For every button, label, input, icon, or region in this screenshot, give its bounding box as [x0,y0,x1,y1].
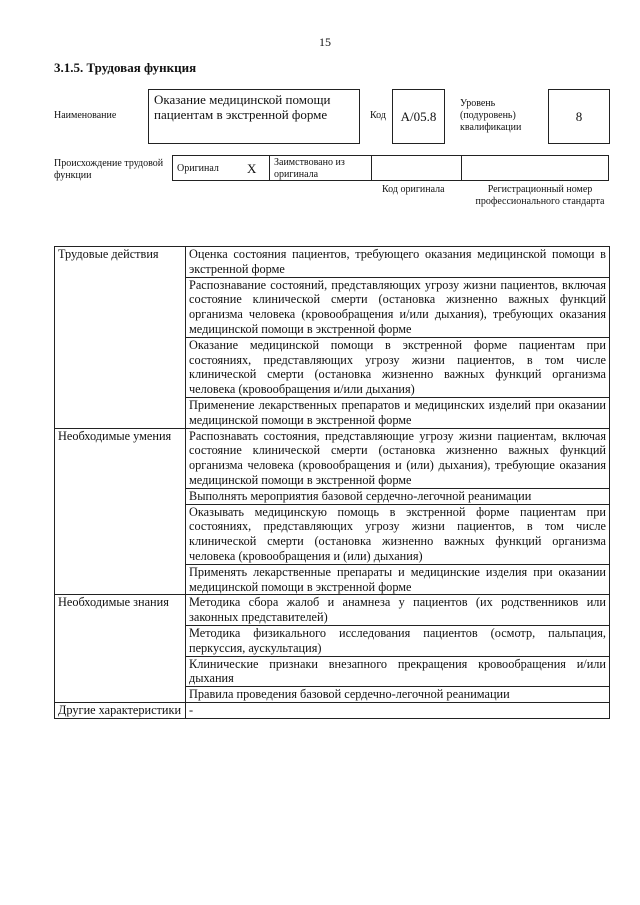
section-heading: Необходимые знания [55,595,186,703]
table-cell: Распознавать состояния, представляющие угрозу жизни пациентам, включая состояние клинической смерти (остановка жизненно важных функций организма человека (кровообращения и (или) дыхания), требующие оказания медицинской помощи в экстренной форме [186,428,610,488]
table-cell: Клинические признаки внезапного прекращения кровообращения и/или дыхания [186,656,610,687]
origin-row [172,155,609,181]
table-cell: Оценка состояния пациентов, требующего оказания медицинской помощи в экстренной форме [186,247,610,278]
table-cell: - [186,702,610,718]
section-title: 3.1.5. Трудовая функция [54,60,197,75]
table-cell: Применять лекарственные препараты и медицинские изделия при оказании медицинской помощи в экстренной форме [186,564,610,595]
table-cell: Методика физикального исследования пациентов (осмотр, пальпация, перкуссия, аускультация) [186,625,610,656]
table-cell: Применение лекарственных препаратов и медицинских изделий при оказании медицинской помощи в экстренной форме [186,397,610,428]
borrowed-cell [269,155,372,181]
reg-number-caption: Регистрационный номер профессионального стандарта [475,184,605,207]
table-cell: Оказывать медицинскую помощь в экстренной форме пациентам при состояниях, представляющих угрозу жизни пациентов, в том числе клинической смерти (остановка жизненно важных функций организма человека (кровообращения и (или) дыхания) [186,504,610,564]
function-name-box: Оказание медицинской помощи пациентам в экстренной форме [148,89,360,144]
original-mark: X [247,161,257,176]
code-original-cell [371,155,462,181]
borrowed-label: Заимствовано из оригинала [274,157,345,180]
competency-table [54,246,610,719]
table-row [55,595,610,626]
section-heading: Другие характеристики [55,702,186,718]
level-box: 8 [548,89,610,144]
section-heading: Необходимые умения [55,428,186,595]
origin-label: Происхождение трудовой функции [54,158,164,181]
table-cell: Правила проведения базовой сердечно-легочной реанимации [186,687,610,703]
table-cell: Оказание медицинской помощи в экстренной форме пациентам при состояниях, представляющих угрозу жизни пациентов, в том числе клинической смерти (остановка жизненно важных функций организма человека (кровообращения и/или дыхания) [186,337,610,397]
table-cell: Распознавание состояний, представляющих угрозу жизни пациентов, включая состояние клинической смерти (остановка жизненно важных функций организма человека (кровообращения и/или дыхания), требующих оказания медицинской помощи в экстренной форме [186,277,610,337]
table-cell: Выполнять мероприятия базовой сердечно-легочной реанимации [186,488,610,504]
original-cell [172,155,270,181]
name-label: Наименование [54,110,117,121]
section-heading: Трудовые действия [55,247,186,429]
code-label: Код [370,110,386,121]
original-label: Оригинал [177,163,219,174]
table-cell: Методика сбора жалоб и анамнеза у пациентов (их родственников или законных представителей) [186,595,610,626]
code-box: А/05.8 [392,89,445,144]
page-number: 15 [319,35,331,49]
code-original-caption: Код оригинала [382,184,445,195]
reg-number-cell [461,155,609,181]
level-label: Уровень (подуровень) квалификации [460,98,522,133]
table-row [55,428,610,488]
table-row [55,247,610,278]
table-row [55,702,610,718]
